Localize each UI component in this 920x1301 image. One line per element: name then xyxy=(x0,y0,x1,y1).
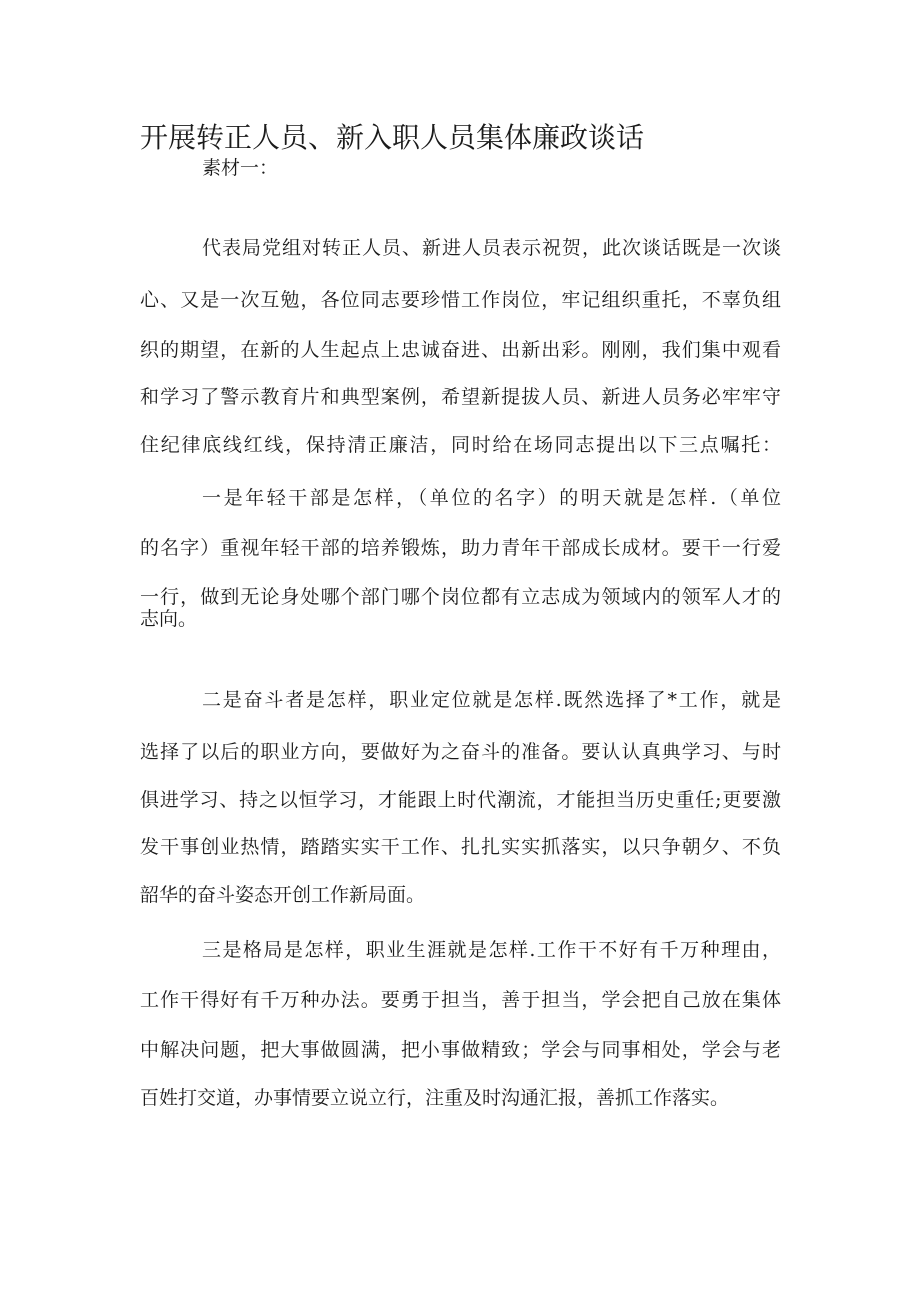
paragraph-2-line-2: 的名字）重视年轻干部的培养锻炼，助力青年干部成长成材。要干一行爱 xyxy=(140,537,781,559)
section-label: 素材一： xyxy=(202,157,279,179)
paragraph-1-line-3: 织的期望，在新的人生起点上忠诚奋进、出新出彩。刚刚，我们集中观看 xyxy=(140,339,781,361)
paragraph-4-line-2: 工作干得好有千万种办法。要勇于担当，善于担当，学会把自己放在集体 xyxy=(140,989,781,1011)
paragraph-1-line-1: 代表局党组对转正人员、新进人员表示祝贺，此次谈话既是一次谈 xyxy=(202,237,781,259)
document-title: 开展转正人员、新入职人员集体廉政谈话 xyxy=(140,121,645,154)
paragraph-2-line-1: 一是年轻干部是怎样，（单位的名字）的明天就是怎样.（单位 xyxy=(202,487,781,509)
paragraph-3-line-5: 韶华的奋斗姿态开创工作新局面。 xyxy=(140,884,426,906)
paragraph-1-line-5: 住纪律底线红线，保持清正廉洁，同时给在场同志提出以下三点嘱托： xyxy=(140,434,781,456)
paragraph-3-line-3: 俱进学习、持之以恒学习，才能跟上时代潮流，才能担当历史重任;更要激 xyxy=(140,789,781,811)
paragraph-2-line-4: 志向。 xyxy=(140,608,198,630)
paragraph-3-line-4: 发干事创业热情，踏踏实实干工作、扎扎实实抓落实，以只争朝夕、不负 xyxy=(140,836,781,858)
paragraph-2-line-3: 一行，做到无论身处哪个部门哪个岗位都有立志成为领域内的领军人才的 xyxy=(140,586,781,608)
paragraph-4-line-3: 中解决问题，把大事做圆满，把小事做精致；学会与同事相处，学会与老 xyxy=(140,1039,781,1061)
paragraph-3-line-2: 选择了以后的职业方向，要做好为之奋斗的准备。要认认真典学习、与时 xyxy=(140,741,781,763)
paragraph-1-line-2: 心、又是一次互勉，各位同志要珍惜工作岗位，牢记组织重托，不辜负组 xyxy=(140,289,781,311)
paragraph-1-line-4: 和学习了警示教育片和典型案例，希望新提拔人员、新进人员务必牢牢守 xyxy=(140,386,781,408)
paragraph-3-line-1: 二是奋斗者是怎样，职业定位就是怎样.既然选择了*工作，就是 xyxy=(202,689,781,711)
paragraph-4-line-4: 百姓打交道，办事情要立说立行，注重及时沟通汇报，善抓工作落实。 xyxy=(140,1087,730,1109)
paragraph-4-line-1: 三是格局是怎样，职业生涯就是怎样.工作干不好有千万种理由， xyxy=(202,939,781,961)
